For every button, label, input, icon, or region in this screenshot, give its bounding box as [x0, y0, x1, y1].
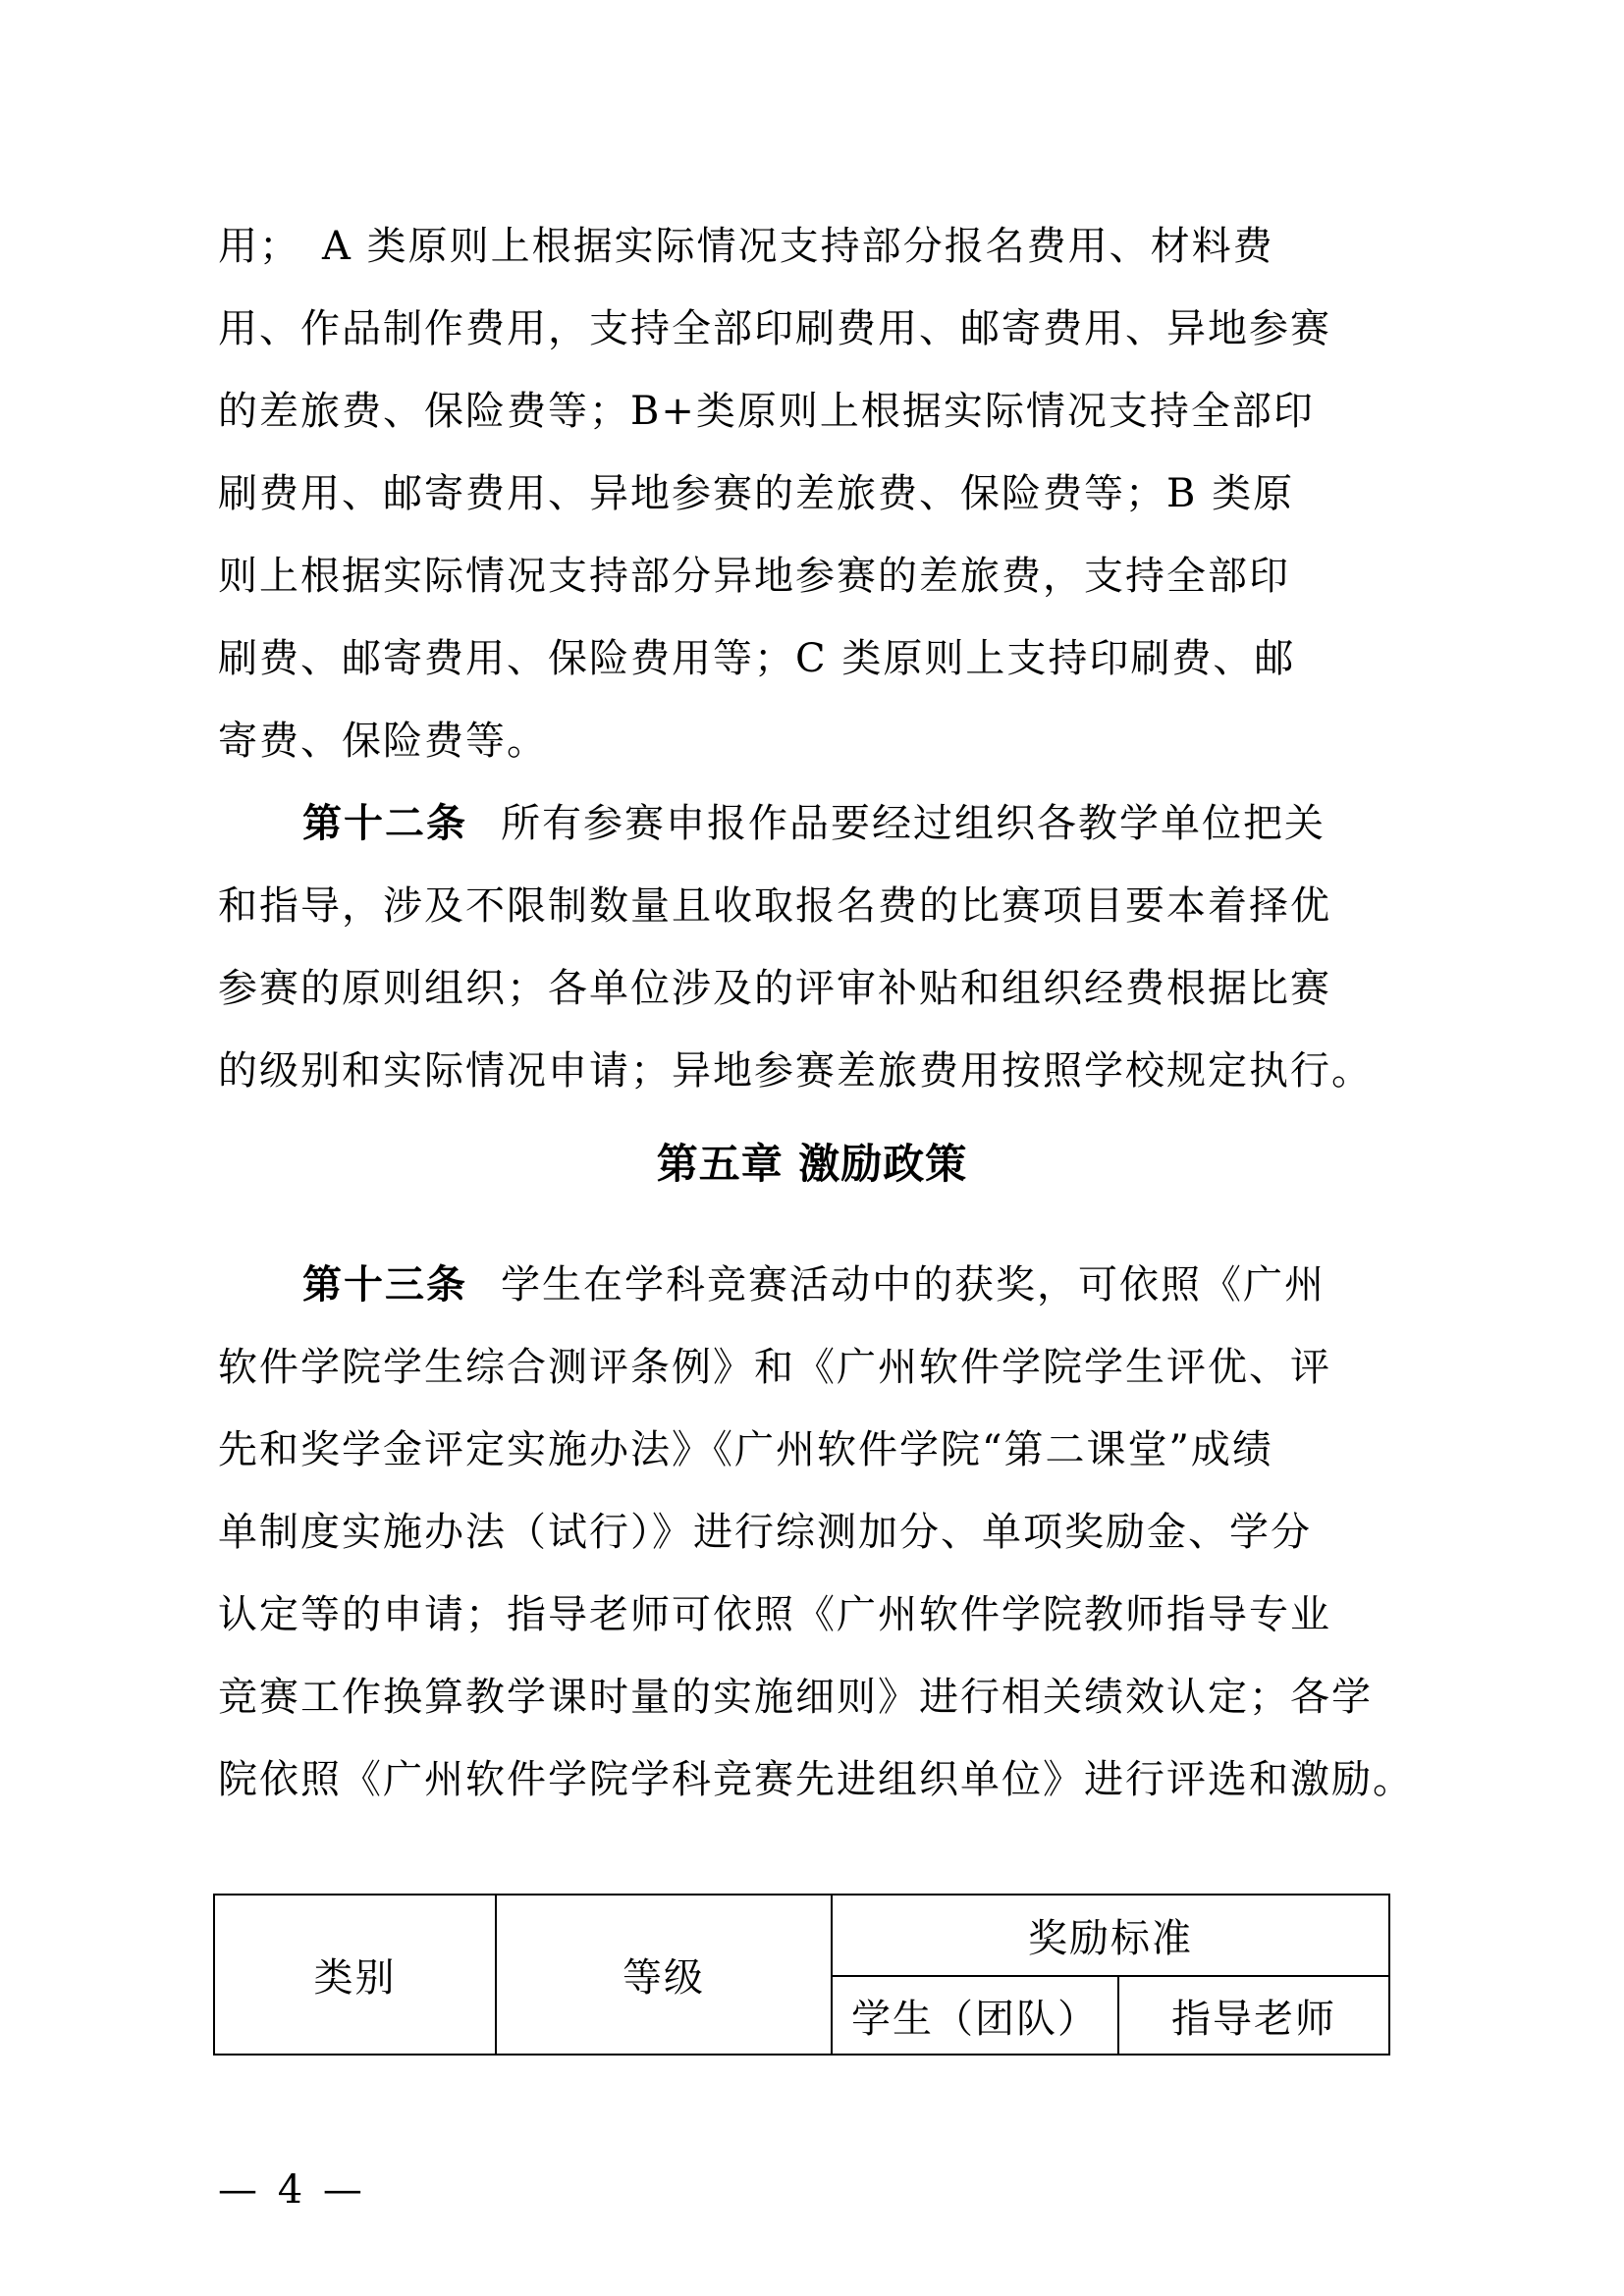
award-table	[213, 1894, 1390, 2056]
text-line: 参赛的原则组织；各单位涉及的评审补贴和组织经费根据比赛	[218, 966, 1331, 1011]
text-line: 用、作品制作费用，支持全部印刷费用、邮寄费用、异地参赛	[218, 306, 1331, 351]
text-line: 软件学院学生综合测评条例》和《广州软件学院学生评优、评	[218, 1345, 1331, 1390]
page-number: — 4 —	[218, 2167, 366, 2213]
text-line: 先和奖学金评定实施办法》《广州软件学院“第二课堂”成绩	[218, 1427, 1273, 1472]
text-line: 刷费、邮寄费用、保险费用等；C 类原则上支持印刷费、邮	[218, 636, 1296, 681]
text-line: 和指导，涉及不限制数量且收取报名费的比赛项目要本着择优	[218, 883, 1331, 929]
text-line: 用； A 类原则上根据实际情况支持部分报名费用、材料费	[218, 224, 1274, 269]
text-line: 院依照《广州软件学院学科竞赛先进组织单位》进行评选和激励。	[218, 1757, 1414, 1802]
text-line	[302, 1260, 1326, 1309]
text-line: 竞赛工作换算教学课时量的实施细则》进行相关绩效认定；各学	[218, 1675, 1373, 1720]
article-heading: 第十三条	[302, 1262, 467, 1308]
text-line	[302, 799, 1326, 848]
text-line: 寄费、保险费等。	[218, 719, 548, 764]
article-heading: 第十二条	[302, 801, 467, 846]
header-advisor: 指导老师	[1118, 1976, 1389, 2055]
article-text: 学生在学科竞赛活动中的获奖，可依照《广州	[501, 1262, 1326, 1308]
header-student-team: 学生（团队）	[832, 1976, 1118, 2055]
header-category: 类别	[214, 1895, 496, 2055]
text-line: 单制度实施办法（试行）》进行综测加分、单项奖励金、学分	[218, 1510, 1312, 1555]
text-line: 的差旅费、保险费等；B+类原则上根据实际情况支持全部印	[218, 389, 1315, 434]
text-line: 的级别和实际情况申请；异地参赛差旅费用按照学校规定执行。	[218, 1048, 1373, 1094]
text-line: 认定等的申请；指导老师可依照《广州软件学院教师指导专业	[218, 1592, 1331, 1637]
chapter-title: 第五章 激励政策	[656, 1140, 968, 1188]
header-level: 等级	[496, 1895, 832, 2055]
header-award-standard: 奖励标准	[832, 1895, 1389, 1976]
text-line: 刷费用、邮寄费用、异地参赛的差旅费、保险费等；B 类原	[218, 471, 1295, 516]
text-line: 则上根据实际情况支持部分异地参赛的差旅费，支持全部印	[218, 554, 1290, 599]
article-text: 所有参赛申报作品要经过组织各教学单位把关	[501, 801, 1326, 846]
